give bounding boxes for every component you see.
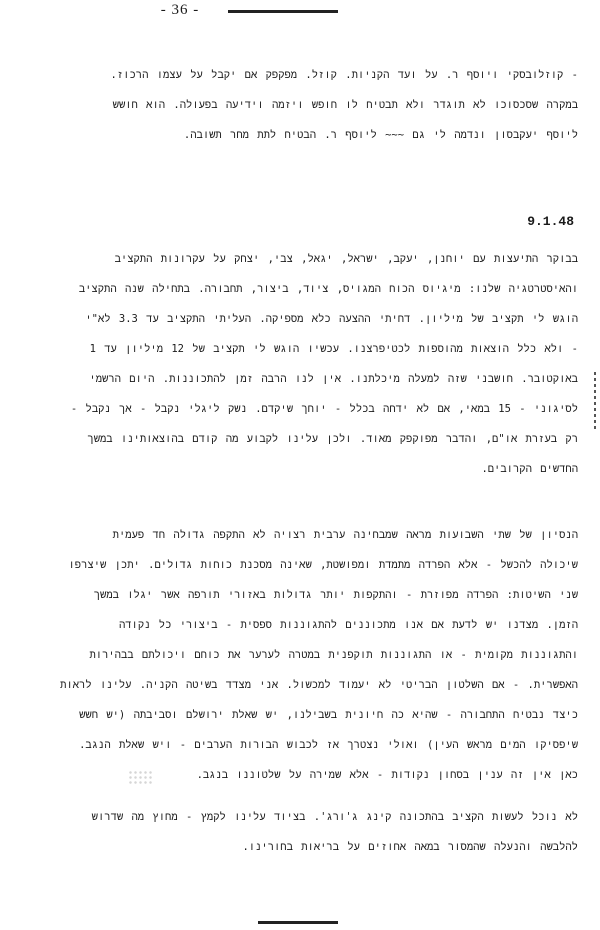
paragraph-2-line: בבוקר התיעצות עם יוחנן, יעקב, ישראל, יגאל, צבי, יצחק על עקרונות התקציב	[114, 253, 578, 265]
top-rule	[228, 10, 338, 13]
paragraph-3-line: כיצד נבטיח התחבורה - שהיא כה חיונית בשבילנו, יש שאלת ירושלם וסביבתה (יש חשש	[79, 709, 578, 721]
paragraph-1	[22, 60, 578, 150]
page-number: - 36 -	[160, 2, 200, 18]
paragraph-2-line: הוגש לי תקציב של מיליון. דחיתי ההצעה כלא מספיקה. העליתי התקציב עד 3.3 לא"י	[85, 313, 578, 325]
paragraph-3	[22, 520, 578, 790]
paragraph-1-line: - קוזלובסקי ויוסף ר. על ועד הקניות. קוזל. מפקפק אם יקבל על עצמו הרכוז.	[110, 69, 578, 81]
paragraph-2-line: לסיגוני - 15 במאי, אם לא ידחה בכלל - יוחך שיקדם. נשק ליגלי נקבל - אך נקבל -	[70, 403, 578, 415]
paragraph-4-line: להלבשה והנעלה שהמסור במאה אחוזים על בריאות בחורינו.	[242, 841, 578, 853]
paragraph-2-line: - ולא כלל הוצאות מהוספות לכטיפרצנו. עכשיו הוגש לי תקציב של 12 מיליון עד 1	[89, 343, 578, 355]
paragraph-2-line: באוקטובר. חושבני שזה למעלה מיכלתנו. אין לנו הרבה זמן להתכוננות. היום הרשמי	[89, 373, 578, 385]
paragraph-4-line: לא נוכל לעשות הקציב בהתכונה קינג ג'ורג'. בציוד עלינו לקמץ - מחוץ מה שדרוש	[91, 811, 578, 823]
paragraph-2	[22, 244, 578, 484]
paragraph-1-line: ליוסף יעקבסון ונדמה לי גם ~~~ ליוסף ר. הבטיח לתת מחר תשובה.	[183, 129, 578, 141]
paragraph-1-line: במקרה שסכסוכו לא תוגדר ולא תבטיח לו חופש ויזמה וידיעה בפעולה. הוא חושש	[112, 99, 578, 111]
paragraph-2-line: רק בעזרת או"ם, והדבר מפוקפק מאוד. ולכן עלינו לקבוע מה קודם בהוצאותינו במשך	[87, 433, 578, 445]
paragraph-3-line: הזמן. מצדנו יש לדעת אם אנו מתכוננים להתגוננות ספסית - ביצורי כל נקודה	[118, 619, 578, 631]
paragraph-3-line: והתגוננות מקומית - או התגוננות תוקפנית במטרה לערער את כוחם ויכולתם בבהירות	[89, 649, 578, 661]
bottom-rule	[258, 921, 338, 924]
paragraph-2-line: החדשים הקרובים.	[481, 463, 578, 475]
paragraph-3-line: שני השיטות: הפרדה מפוזרת - והתקפות יותר גדולות באזורי תורפה אשר יגלו במשך	[93, 589, 578, 601]
paragraph-2-line: והאיסטרטגיה שלנו: מיגיוס הכוח המגויס, ציוד, ביצור, תחבורה. בתחילה שנה התקציב	[78, 283, 578, 295]
paragraph-4	[22, 802, 578, 862]
entry-date: 9.1.48	[527, 214, 574, 229]
paper-speck	[128, 770, 152, 786]
paragraph-3-line: כאן אין זה ענין בסחון נקודות - אלא שמירה על שלטוננו בנגב.	[196, 769, 578, 781]
paragraph-3-line: שיכולה להכשל - אלא הפרדה מתמדת ומפושטת, שאינה מסכנת כוחות גדולים. יתכן שיצרפו	[68, 559, 578, 571]
margin-mark	[594, 372, 596, 432]
paragraph-3-line: שיפסיקו המים מראש העין) ואולי נצטרך אז לכבוש הבורות הערבים - ויש שאלת הנגב.	[79, 739, 578, 751]
paragraph-3-line: האפשרית. - אם השלטון הבריטי לא יעמוד למכשול. אני מצדד בשיטה הקניה. עלינו לראות	[60, 679, 578, 691]
paragraph-3-line: הנסיון של שתי השבועות מראה שמבחינה ערבית רצויה לא התקפה גדולה חד פעמית	[112, 529, 578, 541]
